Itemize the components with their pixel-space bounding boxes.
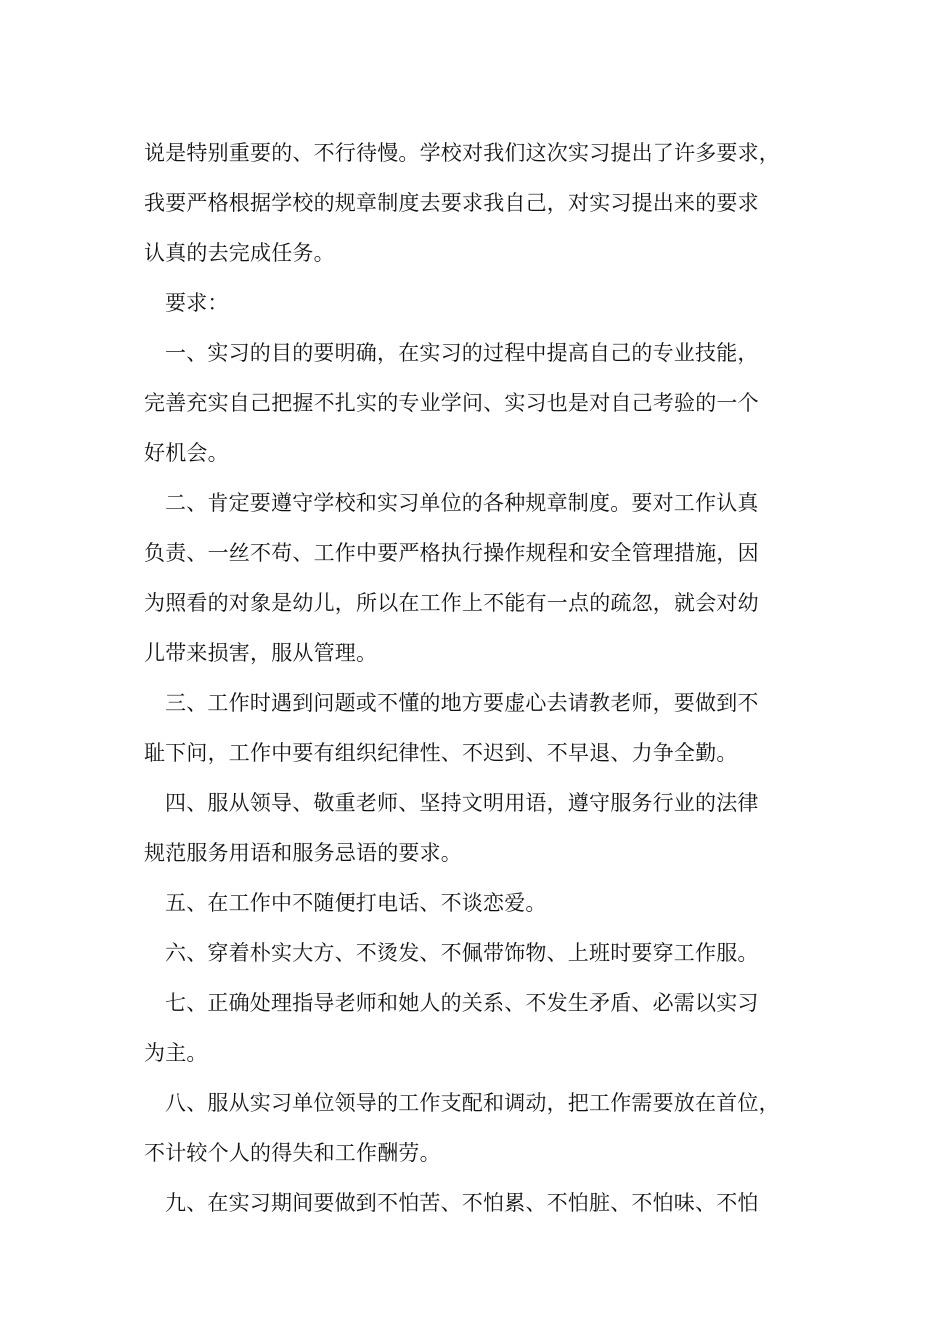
text-line: 认真的去完成任务。 (144, 241, 335, 265)
list-item-4-line: 四、服从领导、敬重老师、坚持文明用语，遵守服务行业的法律 (165, 791, 759, 815)
text-line: 说是特别重要的、不行待慢。学校对我们这次实习提出了许多要求， (144, 141, 780, 165)
list-item-2-line: 为照看的对象是幼儿，所以在工作上不能有一点的疏忽，就会对幼 (144, 591, 759, 615)
list-item-6-line: 六、穿着朴实大方、不烫发、不佩带饰物、上班时要穿工作服。 (165, 941, 759, 965)
list-item-7-line: 为主。 (144, 1041, 208, 1065)
list-item-9-line: 九、在实习期间要做到不怕苦、不怕累、不怕脏、不怕味、不怕 (165, 1191, 759, 1215)
list-item-1-line: 完善充实自己把握不扎实的专业学问、实习也是对自己考验的一个 (144, 391, 759, 415)
text-line: 我要严格根据学校的规章制度去要求我自己，对实习提出来的要求 (144, 191, 759, 215)
list-item-2-line: 负责、一丝不苟、工作中要严格执行操作规程和安全管理措施，因 (144, 541, 759, 565)
document-body (144, 128, 808, 1228)
list-item-5-line: 五、在工作中不随便打电话、不谈恋爱。 (165, 891, 547, 915)
list-item-4-line: 规范服务用语和服务忌语的要求。 (144, 841, 462, 865)
list-item-8-line: 不计较个人的得失和工作酬劳。 (144, 1141, 441, 1165)
list-item-3-line: 耻下问，工作中要有组织纪律性、不迟到、不早退、力争全勤。 (144, 741, 738, 765)
list-item-2-line: 儿带来损害，服从管理。 (144, 641, 378, 665)
list-item-2-line: 二、肯定要遵守学校和实习单位的各种规章制度。要对工作认真 (165, 491, 759, 515)
list-item-8-line: 八、服从实习单位领导的工作支配和调动，把工作需要放在首位， (165, 1091, 780, 1115)
section-heading: 要求： (165, 291, 229, 315)
list-item-3-line: 三、工作时遇到问题或不懂的地方要虚心去请教老师，要做到不 (165, 691, 759, 715)
list-item-1-line: 一、实习的目的要明确，在实习的过程中提高自己的专业技能， (165, 341, 759, 365)
list-item-7-line: 七、正确处理指导老师和她人的关系、不发生矛盾、必需以实习 (165, 991, 759, 1015)
list-item-1-line: 好机会。 (144, 441, 229, 465)
